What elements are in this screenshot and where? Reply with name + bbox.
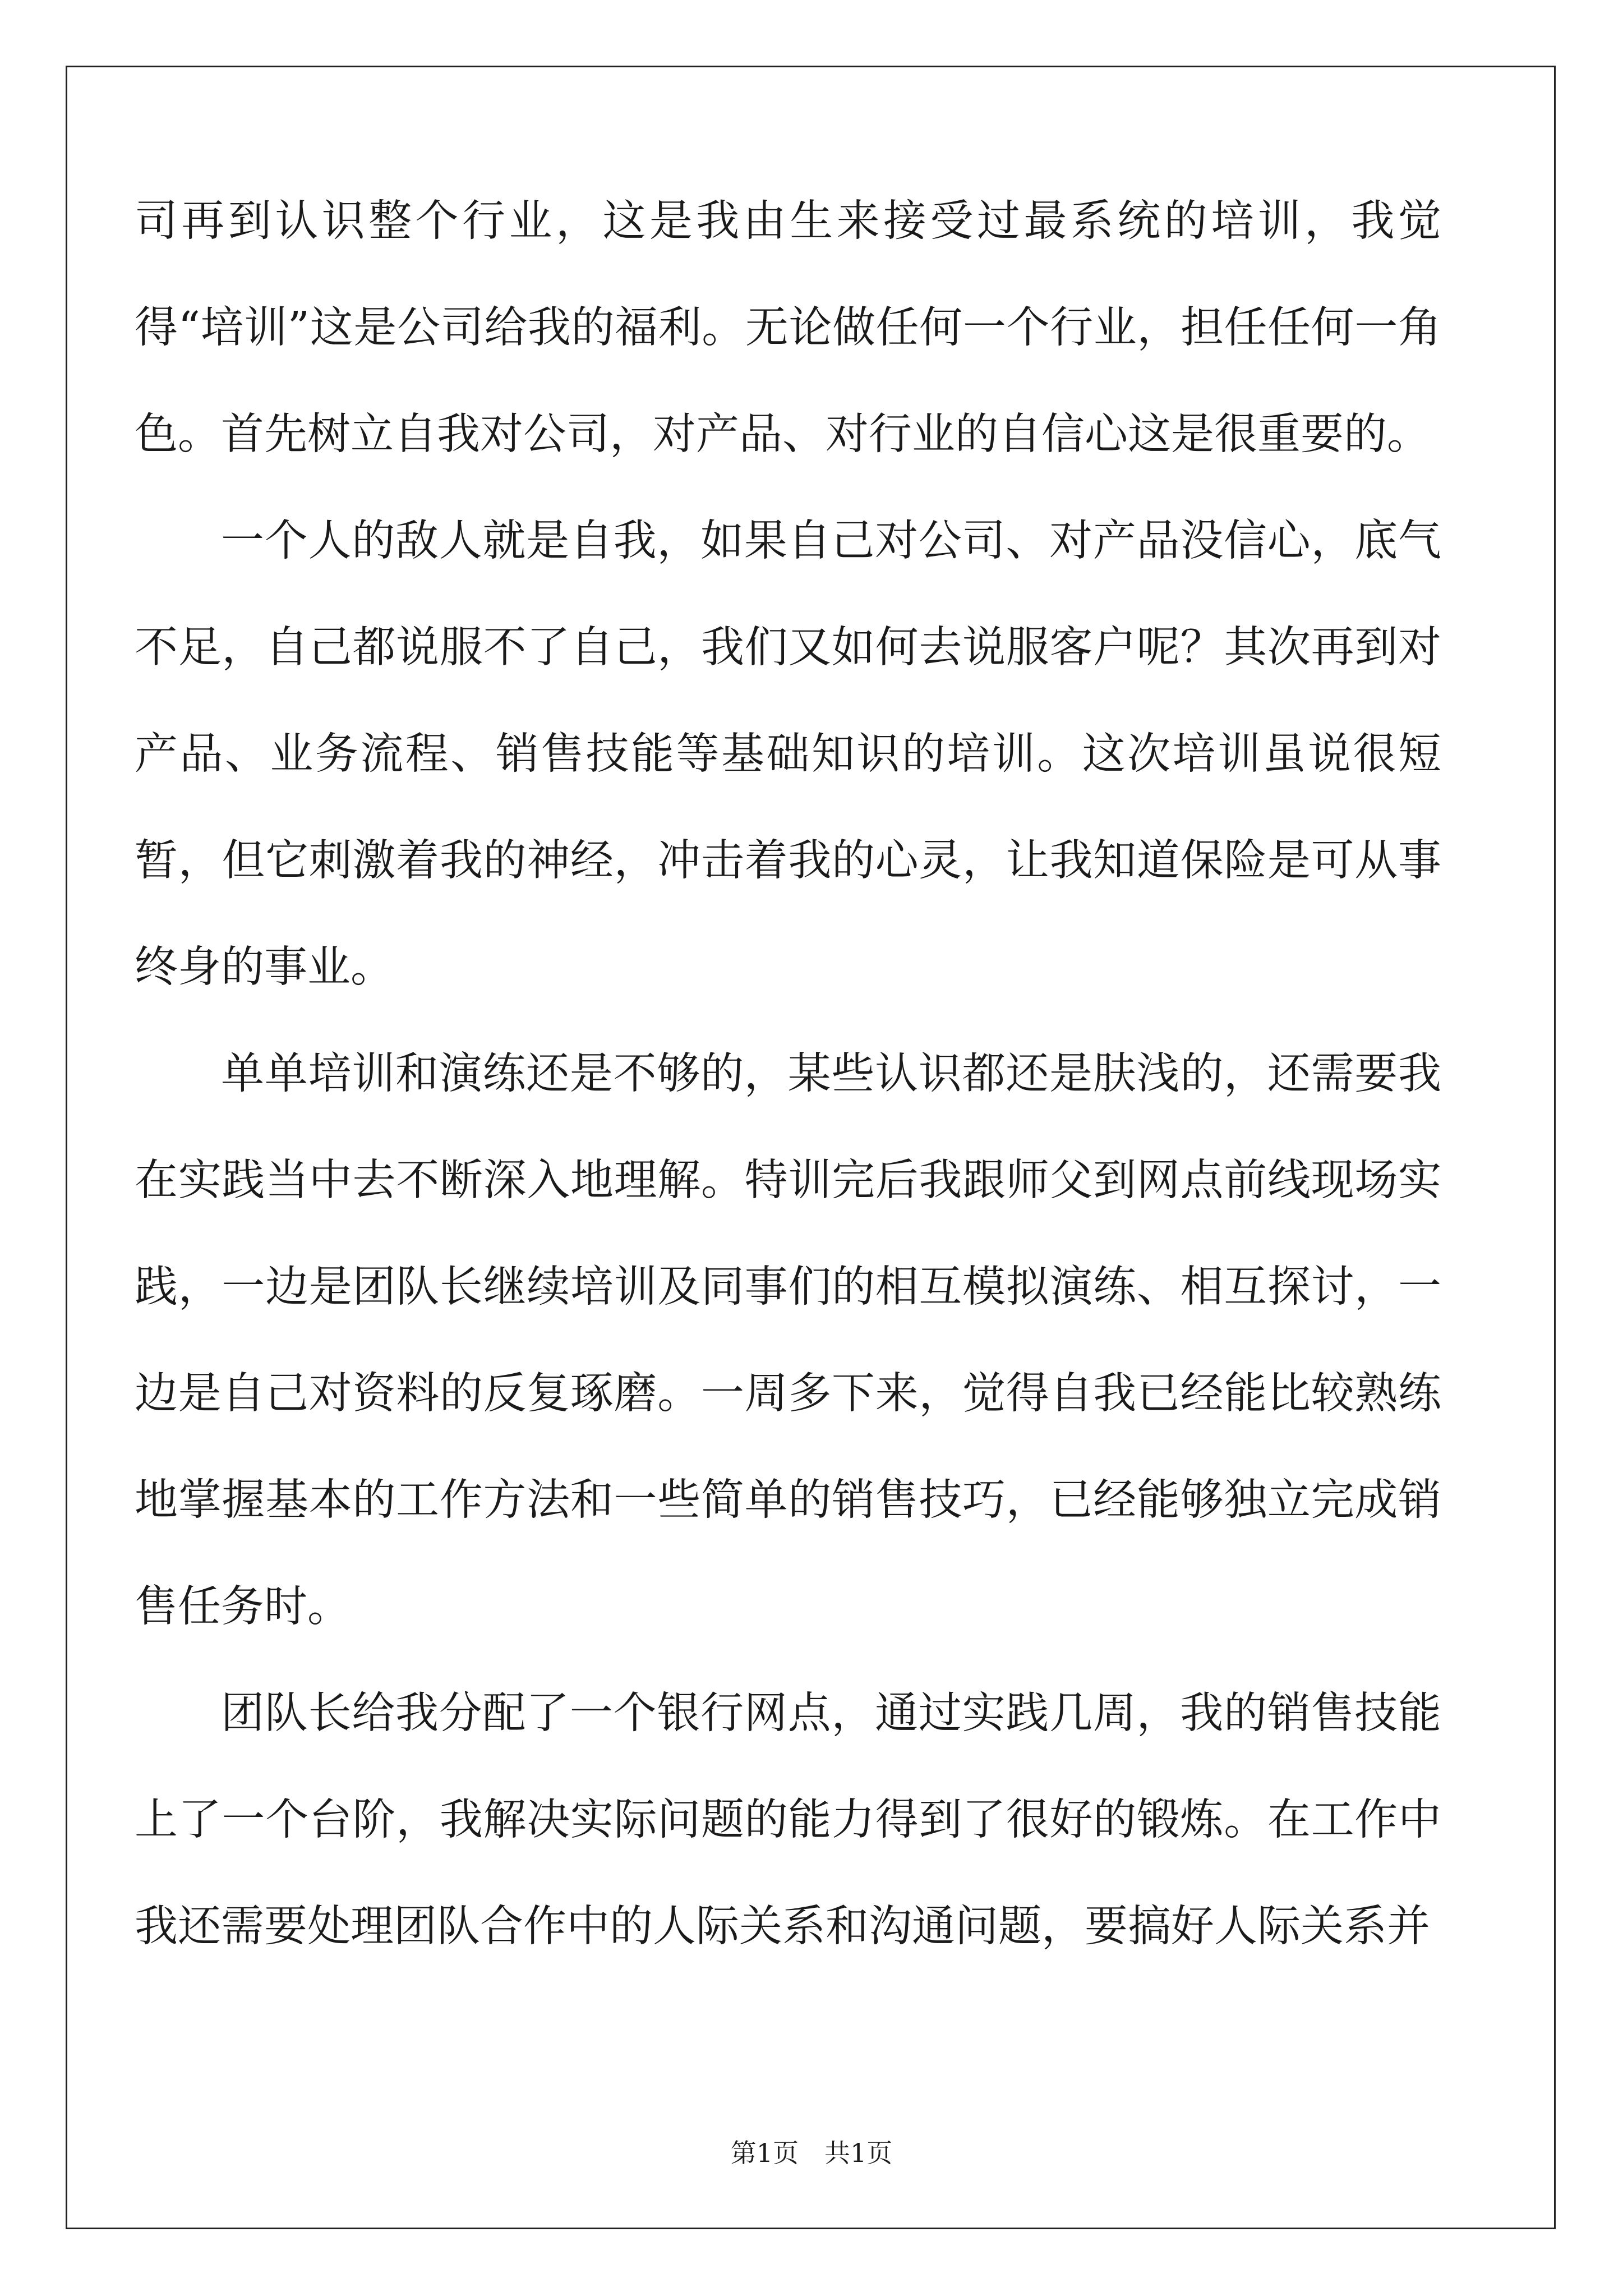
paragraph-2: 一个人的敌人就是自我，如果自己对公司、对产品没信心，底气不足，自己都说服不了自己，我们又如何去说服客户呢？其次再到对产品、业务流程、销售技能等基础知识的培训。这次培训虽说很短暂，但它刺激着我的神经，冲击着我的心灵，让我知道保险是可从事终身的事业。 <box>135 516 1441 992</box>
page-total: 共1页 <box>824 2138 893 2168</box>
document-body <box>135 168 1441 1980</box>
paragraph-4: 团队长给我分配了一个银行网点，通过实践几周，我的销售技能上了一个台阶，我解决实际问题的能力得到了很好的锻炼。在工作中我还需要处理团队合作中的人际关系和沟通问题，要搞好人际关系并 <box>135 1688 1441 1952</box>
page-footer <box>0 2136 1623 2170</box>
page-number: 第1页 <box>730 2138 799 2168</box>
paragraph-3: 单单培训和演练还是不够的，某些认识都还是肤浅的，还需要我在实践当中去不断深入地理解。特训完后我跟师父到网点前线现场实践，一边是团队长继续培训及同事们的相互模拟演练、相互探讨，一边是自己对资料的反复琢磨。一周多下来，觉得自我已经能比较熟练地掌握基本的工作方法和一些简单的销售技巧，已经能够独立完成销售任务时。 <box>135 1049 1441 1632</box>
paragraph-1: 司再到认识整个行业，这是我由生来接受过最系统的培训，我觉得“培训”这是公司给我的福利。无论做任何一个行业，担任任何一角色。首先树立自我对公司，对产品、对行业的自信心这是很重要的。 <box>135 196 1441 459</box>
